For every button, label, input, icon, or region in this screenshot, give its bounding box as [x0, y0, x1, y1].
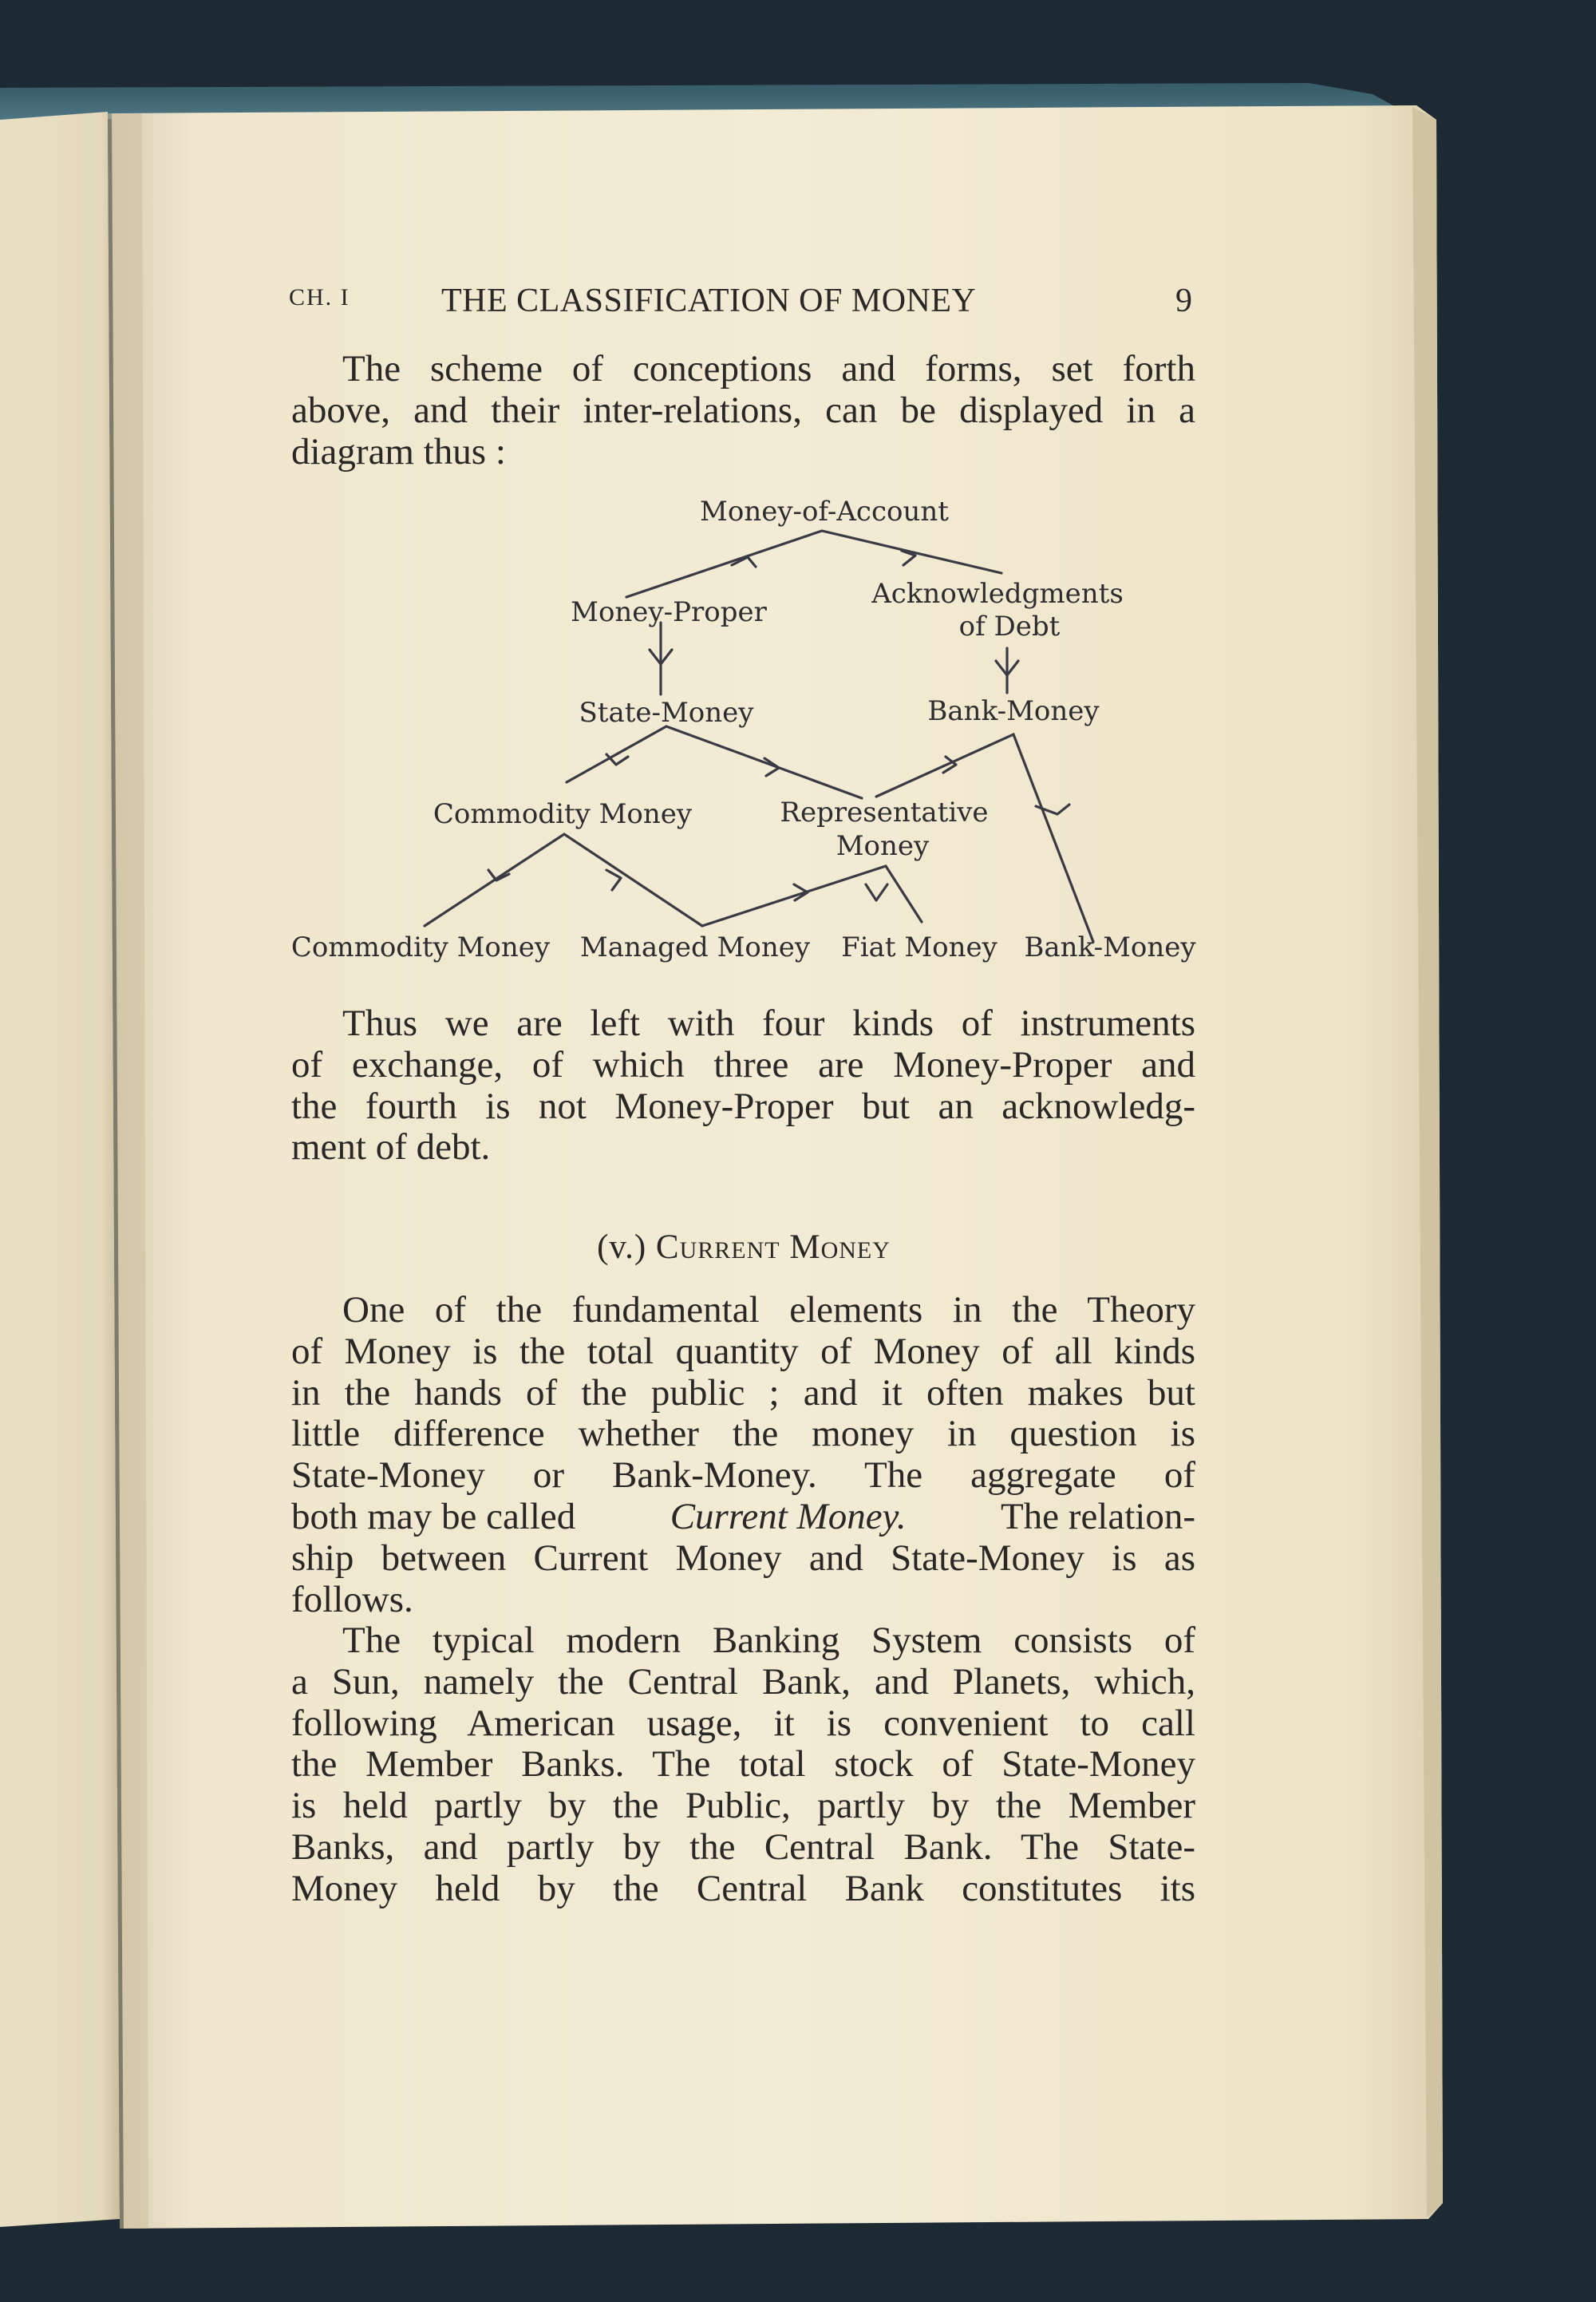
paragraph-line: little difference whether the money in question is — [291, 1413, 1195, 1455]
node-money-proper: Money-Proper — [571, 596, 767, 628]
intro-line: above, and their inter-relations, can be displayed in a — [291, 389, 1195, 431]
banking-system-paragraph — [291, 1620, 1195, 1910]
node-representative-money: Money — [836, 830, 930, 862]
paragraph-line: State-Money or Bank-Money. The aggregate of — [291, 1454, 1195, 1497]
section-number: (v.) — [597, 1228, 647, 1266]
summary-paragraph — [291, 1003, 1195, 1169]
page-number: 9 — [1175, 283, 1192, 319]
arrowhead — [764, 758, 779, 776]
current-money-paragraph — [291, 1290, 1195, 1620]
intro-line: diagram thus : — [291, 430, 506, 473]
node-fiat-money: Fiat Money — [841, 931, 998, 963]
node-managed-money: Managed Money — [579, 931, 811, 963]
paragraph-line: Banks, and partly by the Central Bank. The State- — [291, 1825, 1195, 1868]
node-money-of-account: Money-of-Account — [700, 496, 949, 528]
section-title: Current Money — [655, 1228, 891, 1266]
italic-term: Current Money. — [670, 1495, 907, 1537]
state-money-branches — [567, 726, 862, 798]
node-state-money: State-Money — [579, 697, 754, 729]
paragraph-line: ship between Current Money and State-Money is as — [291, 1537, 1195, 1579]
arrowhead — [794, 884, 808, 900]
summary-line: ment of debt. — [291, 1126, 491, 1169]
intro-line: The scheme of conceptions and forms, set forth — [342, 348, 1195, 390]
node-commodity-money-mid: Commodity Money — [433, 798, 693, 830]
running-title: THE CLASSIFICATION OF MONEY — [441, 283, 977, 319]
paragraph-line: of Money is the total quantity of Money of all kinds — [291, 1330, 1195, 1372]
paragraph-line: Money held by the Central Bank constitutes its — [291, 1867, 1195, 1909]
paragraph-fragment: both may be called — [291, 1495, 576, 1537]
paragraph-line-mixed — [291, 1497, 1195, 1538]
paragraph-line: a Sun, namely the Central Bank, and Planets, which, — [291, 1660, 1195, 1703]
arrowhead — [866, 884, 887, 900]
summary-line: the fourth is not Money-Proper but an acknowledg- — [291, 1085, 1195, 1127]
node-acknowledgments: Acknowledgments — [871, 578, 1124, 610]
arrowhead — [606, 754, 628, 765]
paragraph-line: is held partly by the Public, partly by the Member — [291, 1785, 1195, 1827]
chapter-label: CH. I — [289, 284, 350, 310]
representative-money-branches — [702, 866, 922, 926]
node-representative: Representative — [780, 797, 989, 829]
paragraph-line: follows. — [291, 1578, 413, 1620]
section-heading — [0, 1228, 1487, 1267]
paragraph-line: One of the fundamental elements in the Theory — [342, 1289, 1195, 1331]
node-commodity-money-bottom: Commodity Money — [290, 931, 551, 963]
paragraph-line: in the hands of the public ; and it often makes but — [291, 1371, 1195, 1414]
paragraph-fragment: The relation- — [1000, 1495, 1195, 1537]
paragraph-line: following American usage, it is convenient to call — [291, 1702, 1195, 1744]
commodity-money-branches — [425, 834, 702, 926]
arrowhead — [606, 870, 621, 890]
node-bank-money-bottom: Bank-Money — [1024, 931, 1196, 963]
summary-line: of exchange, of which three are Money-Proper and — [291, 1043, 1195, 1086]
paragraph-line: The typical modern Banking System consists of — [342, 1620, 1195, 1661]
paragraph-line: the Member Banks. The total stock of State-Money — [291, 1743, 1195, 1786]
summary-line: Thus we are left with four kinds of instruments — [342, 1003, 1195, 1044]
node-bank-money-top: Bank-Money — [927, 695, 1100, 727]
arrowhead — [732, 557, 756, 567]
node-of-debt: of Debt — [958, 611, 1061, 643]
